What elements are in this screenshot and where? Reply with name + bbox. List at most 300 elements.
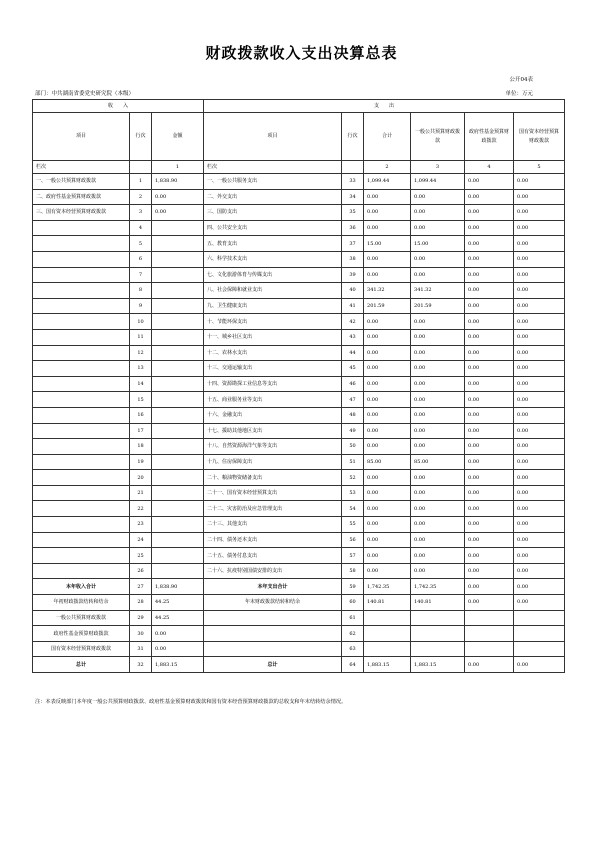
table-row (33, 220, 565, 236)
state-capital-amount: 0.00 (514, 298, 565, 314)
table-row (33, 376, 565, 392)
table-row (33, 610, 565, 626)
income-amount (152, 376, 204, 392)
income-item (33, 470, 130, 486)
expense-row-no: 53 (342, 485, 364, 501)
gov-fund-amount: 0.00 (465, 314, 514, 330)
state-capital-amount: 0.00 (514, 205, 565, 221)
table-row (33, 392, 565, 408)
state-capital-amount: 0.00 (514, 579, 565, 595)
income-row-no: 32 (130, 657, 152, 673)
column-header-row (33, 113, 565, 161)
gov-fund-amount: 0.00 (465, 595, 514, 611)
income-row-no: 6 (130, 251, 152, 267)
income-item (33, 485, 130, 501)
expense-row-no: 47 (342, 392, 364, 408)
income-amount: 1,883.15 (152, 657, 204, 673)
income-row-no-header: 行次 (130, 113, 152, 161)
income-item (33, 329, 130, 345)
state-capital-amount (514, 610, 565, 626)
table-row (33, 548, 565, 564)
expense-row-no: 43 (342, 329, 364, 345)
income-item (33, 298, 130, 314)
income-row-no: 4 (130, 220, 152, 236)
income-row-no: 2 (130, 189, 152, 205)
expense-row-no: 60 (342, 595, 364, 611)
general-budget-amount: 1,099.44 (411, 174, 465, 190)
state-capital-amount: 0.00 (514, 407, 565, 423)
state-capital-amount: 0.00 (514, 361, 565, 377)
table-row (33, 532, 565, 548)
expense-item: 十六、金融支出 (204, 407, 342, 423)
general-budget-amount: 1,883.15 (411, 657, 465, 673)
expense-row-no: 61 (342, 610, 364, 626)
expense-item: 十七、援助其他地区支出 (204, 423, 342, 439)
total-amount: 0.00 (364, 376, 411, 392)
income-row-no: 11 (130, 329, 152, 345)
expense-item: 八、社会保障和就业支出 (204, 283, 342, 299)
gov-fund-amount: 0.00 (465, 454, 514, 470)
general-budget-amount: 0.00 (411, 267, 465, 283)
expense-item: 一、一般公共服务支出 (204, 174, 342, 190)
total-amount: 0.00 (364, 423, 411, 439)
income-amount (152, 501, 204, 517)
income-row-no: 25 (130, 548, 152, 564)
gov-fund-amount: 0.00 (465, 517, 514, 533)
gov-fund-amount (465, 641, 514, 657)
income-item (33, 236, 130, 252)
expense-row-no: 64 (342, 657, 364, 673)
income-amount-header: 金额 (152, 113, 204, 161)
income-amount (152, 283, 204, 299)
total-amount: 1,099.44 (364, 174, 411, 190)
income-amount: 0.00 (152, 189, 204, 205)
general-budget-amount: 15.00 (411, 236, 465, 252)
income-row-no: 20 (130, 470, 152, 486)
state-capital-amount: 0.00 (514, 517, 565, 533)
general-budget-header: 一般公共预算财政拨款 (411, 113, 465, 161)
expense-row-no: 40 (342, 283, 364, 299)
state-capital-amount: 0.00 (514, 174, 565, 190)
general-budget-amount: 0.00 (411, 548, 465, 564)
gov-fund-amount: 0.00 (465, 220, 514, 236)
gov-fund-col-index: 4 (465, 161, 514, 174)
income-row-no: 30 (130, 626, 152, 642)
expense-item: 七、文化旅游体育与传媒支出 (204, 267, 342, 283)
expense-item: 二十三、其他支出 (204, 517, 342, 533)
expense-row-no: 36 (342, 220, 364, 236)
general-budget-amount: 0.00 (411, 392, 465, 408)
state-capital-amount: 0.00 (514, 267, 565, 283)
gov-fund-amount: 0.00 (465, 485, 514, 501)
income-row-no: 15 (130, 392, 152, 408)
expense-row-no: 39 (342, 267, 364, 283)
income-amount: 1,838.90 (152, 579, 204, 595)
general-budget-amount: 0.00 (411, 345, 465, 361)
total-amount: 0.00 (364, 392, 411, 408)
income-amount (152, 392, 204, 408)
income-amount (152, 314, 204, 330)
general-budget-amount: 0.00 (411, 314, 465, 330)
table-row (33, 439, 565, 455)
income-amount (152, 220, 204, 236)
total-amount: 0.00 (364, 517, 411, 533)
general-budget-amount: 341.32 (411, 283, 465, 299)
table-row (33, 579, 565, 595)
income-row-no: 18 (130, 439, 152, 455)
general-budget-amount: 0.00 (411, 485, 465, 501)
total-amount: 0.00 (364, 501, 411, 517)
gov-fund-amount: 0.00 (465, 345, 514, 361)
expense-item: 二十六、抗疫特别国债安排的支出 (204, 563, 342, 579)
income-amount: 0.00 (152, 641, 204, 657)
total-amount: 0.00 (364, 329, 411, 345)
expense-item: 四、公共安全支出 (204, 220, 342, 236)
expense-row-no: 48 (342, 407, 364, 423)
gov-fund-amount: 0.00 (465, 236, 514, 252)
total-amount: 0.00 (364, 345, 411, 361)
income-item (33, 439, 130, 455)
table-row (33, 563, 565, 579)
total-amount: 0.00 (364, 470, 411, 486)
income-item-header: 项目 (33, 113, 130, 161)
expense-row-no: 56 (342, 532, 364, 548)
expense-item: 十三、交通运输支出 (204, 361, 342, 377)
income-row-no: 19 (130, 454, 152, 470)
table-row (33, 595, 565, 611)
total-amount: 0.00 (364, 205, 411, 221)
table-row (33, 236, 565, 252)
expense-row-no: 41 (342, 298, 364, 314)
expense-item (204, 626, 342, 642)
income-amount (152, 361, 204, 377)
expense-row-no: 37 (342, 236, 364, 252)
general-budget-amount: 0.00 (411, 220, 465, 236)
expense-row-no: 45 (342, 361, 364, 377)
state-capital-amount: 0.00 (514, 376, 565, 392)
income-item: 一、一般公共预算财政拨款 (33, 174, 130, 190)
income-item (33, 376, 130, 392)
state-capital-amount: 0.00 (514, 345, 565, 361)
expense-row-no: 33 (342, 174, 364, 190)
total-header: 合计 (364, 113, 411, 161)
income-item: 本年收入合计 (33, 579, 130, 595)
income-section-header: 收 入 (33, 100, 204, 113)
total-amount: 1,742.35 (364, 579, 411, 595)
income-amount (152, 407, 204, 423)
income-amount (152, 329, 204, 345)
gov-fund-amount (465, 610, 514, 626)
general-budget-amount: 0.00 (411, 532, 465, 548)
income-amount: 44.25 (152, 595, 204, 611)
income-row-no: 12 (130, 345, 152, 361)
income-row-no: 17 (130, 423, 152, 439)
state-capital-amount: 0.00 (514, 439, 565, 455)
general-budget-amount: 1,742.35 (411, 579, 465, 595)
income-item (33, 345, 130, 361)
income-amount (152, 251, 204, 267)
income-row-no: 16 (130, 407, 152, 423)
table-code: 公开04表 (509, 77, 533, 83)
income-item: 一般公共预算财政拨款 (33, 610, 130, 626)
table-row (33, 641, 565, 657)
income-col-empty (130, 161, 152, 174)
gov-fund-amount: 0.00 (465, 267, 514, 283)
state-capital-amount: 0.00 (514, 657, 565, 673)
expense-item: 十五、商业服务业等支出 (204, 392, 342, 408)
income-amount (152, 298, 204, 314)
total-amount: 0.00 (364, 407, 411, 423)
gov-fund-amount (465, 626, 514, 642)
expense-row-no: 38 (342, 251, 364, 267)
gov-fund-amount: 0.00 (465, 376, 514, 392)
income-row-no: 14 (130, 376, 152, 392)
income-item (33, 548, 130, 564)
expense-row-no: 46 (342, 376, 364, 392)
general-budget-amount: 0.00 (411, 423, 465, 439)
state-capital-amount: 0.00 (514, 220, 565, 236)
expense-item: 十一、城乡社区支出 (204, 329, 342, 345)
income-item (33, 361, 130, 377)
expense-row-no: 54 (342, 501, 364, 517)
expense-row-no: 51 (342, 454, 364, 470)
general-budget-amount (411, 610, 465, 626)
general-budget-amount: 0.00 (411, 329, 465, 345)
total-amount: 0.00 (364, 220, 411, 236)
income-item (33, 267, 130, 283)
table-row (33, 454, 565, 470)
income-amount (152, 267, 204, 283)
total-amount: 0.00 (364, 361, 411, 377)
general-budget-amount: 140.81 (411, 595, 465, 611)
expense-item: 本年支出合计 (204, 579, 342, 595)
general-budget-amount: 0.00 (411, 205, 465, 221)
general-budget-amount: 0.00 (411, 517, 465, 533)
income-row-no: 13 (130, 361, 152, 377)
state-capital-amount (514, 641, 565, 657)
income-row-no: 9 (130, 298, 152, 314)
state-capital-amount: 0.00 (514, 314, 565, 330)
total-amount: 1,883.15 (364, 657, 411, 673)
state-capital-amount: 0.00 (514, 470, 565, 486)
table-row (33, 205, 565, 221)
expense-row-no-header: 行次 (342, 113, 364, 161)
expense-row-no: 55 (342, 517, 364, 533)
state-capital-amount: 0.00 (514, 595, 565, 611)
income-row-no: 8 (130, 283, 152, 299)
gov-fund-amount: 0.00 (465, 361, 514, 377)
state-capital-header: 国有资本经营预算财政拨款 (514, 113, 565, 161)
expense-item: 总计 (204, 657, 342, 673)
total-amount: 0.00 (364, 563, 411, 579)
income-row-no: 22 (130, 501, 152, 517)
expense-row-no: 44 (342, 345, 364, 361)
expense-row-no: 59 (342, 579, 364, 595)
table-row (33, 189, 565, 205)
general-col-index: 3 (411, 161, 465, 174)
income-amount (152, 485, 204, 501)
income-row-no: 31 (130, 641, 152, 657)
expense-item: 二十一、国有资本经营预算支出 (204, 485, 342, 501)
gov-fund-amount: 0.00 (465, 392, 514, 408)
income-row-no: 5 (130, 236, 152, 252)
income-row-no: 10 (130, 314, 152, 330)
gov-fund-amount: 0.00 (465, 205, 514, 221)
gov-fund-amount: 0.00 (465, 407, 514, 423)
income-row-no: 23 (130, 517, 152, 533)
income-item: 总计 (33, 657, 130, 673)
total-amount: 15.00 (364, 236, 411, 252)
income-amount (152, 470, 204, 486)
total-amount: 0.00 (364, 548, 411, 564)
expense-row-no: 63 (342, 641, 364, 657)
gov-fund-amount: 0.00 (465, 501, 514, 517)
income-item: 政府性基金预算财政拨款 (33, 626, 130, 642)
general-budget-amount: 0.00 (411, 563, 465, 579)
total-amount: 0.00 (364, 267, 411, 283)
expense-item: 九、卫生健康支出 (204, 298, 342, 314)
expense-item: 二十二、灾害防治及应急管理支出 (204, 501, 342, 517)
expense-row-no: 50 (342, 439, 364, 455)
income-row-no: 29 (130, 610, 152, 626)
general-budget-amount: 0.00 (411, 251, 465, 267)
income-item: 年初财政拨款结转和结余 (33, 595, 130, 611)
department-label: 部门：中共湖南省委党史研究院（本级） (35, 91, 135, 97)
income-row-no: 27 (130, 579, 152, 595)
general-budget-amount: 0.00 (411, 376, 465, 392)
expense-row-no: 57 (342, 548, 364, 564)
income-amount (152, 517, 204, 533)
expense-item: 十九、住房保障支出 (204, 454, 342, 470)
total-amount (364, 641, 411, 657)
expense-item: 二、外交支出 (204, 189, 342, 205)
table-row (33, 345, 565, 361)
total-amount: 0.00 (364, 189, 411, 205)
expense-item (204, 641, 342, 657)
expense-item: 十、节能环保支出 (204, 314, 342, 330)
table-row (33, 267, 565, 283)
expense-item: 五、教育支出 (204, 236, 342, 252)
total-amount: 0.00 (364, 532, 411, 548)
state-capital-amount: 0.00 (514, 392, 565, 408)
table-row (33, 501, 565, 517)
table-row (33, 298, 565, 314)
expense-item (204, 610, 342, 626)
gov-fund-amount: 0.00 (465, 657, 514, 673)
column-index-row (33, 161, 565, 174)
state-capital-amount: 0.00 (514, 329, 565, 345)
total-amount (364, 626, 411, 642)
expense-row-no: 34 (342, 189, 364, 205)
expense-row-no: 62 (342, 626, 364, 642)
gov-fund-amount: 0.00 (465, 579, 514, 595)
income-amount: 1,838.90 (152, 174, 204, 190)
state-capital-amount: 0.00 (514, 501, 565, 517)
table-row (33, 517, 565, 533)
income-amount (152, 548, 204, 564)
income-item (33, 392, 130, 408)
income-item (33, 407, 130, 423)
table-row (33, 626, 565, 642)
income-amount (152, 563, 204, 579)
state-capital-amount: 0.00 (514, 189, 565, 205)
state-capital-amount: 0.00 (514, 454, 565, 470)
table-row (33, 314, 565, 330)
expense-col-empty (342, 161, 364, 174)
expense-item: 二十五、债务付息支出 (204, 548, 342, 564)
expense-row-no: 52 (342, 470, 364, 486)
state-capital-amount: 0.00 (514, 251, 565, 267)
gov-fund-amount: 0.00 (465, 283, 514, 299)
general-budget-amount (411, 641, 465, 657)
budget-summary-table (32, 99, 565, 673)
general-budget-amount: 85.00 (411, 454, 465, 470)
expense-row-no: 35 (342, 205, 364, 221)
expense-item: 三、国防支出 (204, 205, 342, 221)
expense-item: 二十、粮油物资储备支出 (204, 470, 342, 486)
table-row (33, 407, 565, 423)
expense-item: 十二、农林水支出 (204, 345, 342, 361)
total-col-index: 2 (364, 161, 411, 174)
total-amount: 0.00 (364, 251, 411, 267)
income-item (33, 517, 130, 533)
income-item (33, 501, 130, 517)
expense-item: 年末财政拨款结转和结余 (204, 595, 342, 611)
state-capital-amount: 0.00 (514, 283, 565, 299)
income-item (33, 423, 130, 439)
expense-section-header: 支 出 (204, 100, 565, 113)
total-amount: 0.00 (364, 439, 411, 455)
income-item (33, 532, 130, 548)
income-amount (152, 345, 204, 361)
gov-fund-amount: 0.00 (465, 439, 514, 455)
income-amount (152, 532, 204, 548)
gov-fund-amount: 0.00 (465, 298, 514, 314)
income-amount (152, 236, 204, 252)
gov-fund-amount: 0.00 (465, 251, 514, 267)
expense-item: 六、科学技术支出 (204, 251, 342, 267)
income-row-no: 3 (130, 205, 152, 221)
income-row-no: 1 (130, 174, 152, 190)
gov-fund-amount: 0.00 (465, 329, 514, 345)
section-header-row (33, 100, 565, 113)
income-row-no: 24 (130, 532, 152, 548)
expense-item: 十四、资源勘探工业信息等支出 (204, 376, 342, 392)
expense-item: 二十四、债务还本支出 (204, 532, 342, 548)
table-row (33, 251, 565, 267)
state-capital-amount: 0.00 (514, 548, 565, 564)
income-item: 三、国有资本经营预算财政拨款 (33, 205, 130, 221)
total-amount: 85.00 (364, 454, 411, 470)
income-amount (152, 439, 204, 455)
gov-fund-amount: 0.00 (465, 189, 514, 205)
table-row (33, 485, 565, 501)
general-budget-amount (411, 626, 465, 642)
income-amount: 0.00 (152, 205, 204, 221)
general-budget-amount: 0.00 (411, 407, 465, 423)
general-budget-amount: 0.00 (411, 470, 465, 486)
gov-fund-amount: 0.00 (465, 563, 514, 579)
income-amount: 44.25 (152, 610, 204, 626)
gov-fund-amount: 0.00 (465, 548, 514, 564)
general-budget-amount: 0.00 (411, 189, 465, 205)
income-amount (152, 423, 204, 439)
table-row (33, 174, 565, 190)
total-amount: 201.59 (364, 298, 411, 314)
state-capital-amount: 0.00 (514, 423, 565, 439)
table-row (33, 283, 565, 299)
total-amount: 0.00 (364, 485, 411, 501)
